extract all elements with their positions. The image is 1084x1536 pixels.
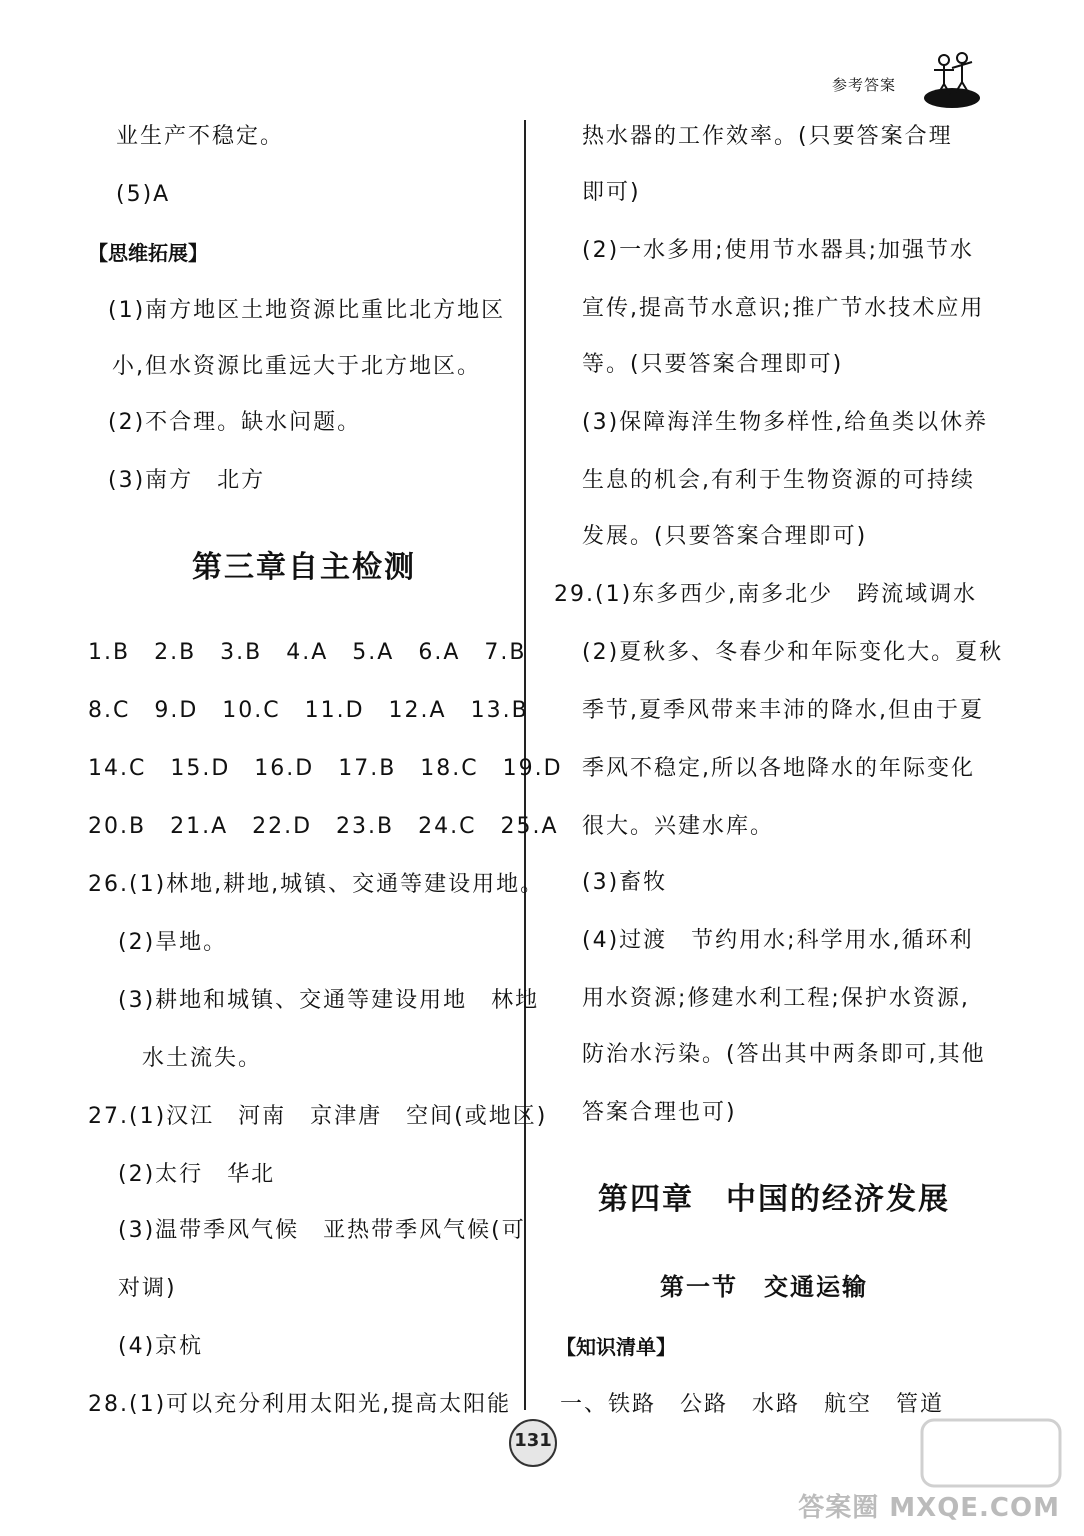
answer-line: 用水资源;修建水利工程;保护水资源, xyxy=(582,986,970,1011)
answer-line: 27.(1)汉江 河南 京津唐 空间(或地区) xyxy=(88,1104,548,1129)
answer-line: 防治水污染。(答出其中两条即可,其他 xyxy=(582,1042,986,1067)
answer-line: 28.(1)可以充分利用太阳光,提高太阳能 xyxy=(88,1392,512,1417)
answer-line: 即可) xyxy=(582,180,641,205)
answer-line: 对调) xyxy=(118,1276,177,1301)
answer-line: 宣传,提高节水意识;推广节水技术应用 xyxy=(582,296,985,321)
chapter3-heading: 第三章自主检测 xyxy=(192,550,416,585)
answer-line: (3)温带季风气候 亚热带季风气候(可 xyxy=(118,1218,526,1243)
header-logo xyxy=(922,48,986,114)
page-number: 131 xyxy=(514,1430,552,1451)
answer-line: (2)不合理。缺水问题。 xyxy=(108,410,362,435)
answer-line: 很大。兴建水库。 xyxy=(582,814,775,839)
answer-line: 等。(只要答案合理即可) xyxy=(582,352,844,377)
answer-line: 1.B 2.B 3.B 4.A 5.A 6.A 7.B xyxy=(88,640,527,665)
header-label: 参考答案 xyxy=(832,76,897,94)
answer-line: 水土流失。 xyxy=(142,1046,263,1071)
answer-line: 季风不稳定,所以各地降水的年际变化 xyxy=(582,756,975,781)
section-subheading: 第一节 交通运输 xyxy=(660,1273,868,1301)
answer-line: 8.C 9.D 10.C 11.D 12.A 13.B xyxy=(88,698,529,723)
section-tag-knowledge: 【知识清单】 xyxy=(556,1335,676,1359)
answer-line: 26.(1)林地,耕地,城镇、交通等建设用地。 xyxy=(88,872,545,897)
answer-line: 14.C 15.D 16.D 17.B 18.C 19.D xyxy=(88,756,563,781)
answer-line: 业生产不稳定。 xyxy=(116,124,285,149)
answer-line: 答案合理也可) xyxy=(582,1100,737,1125)
answer-line: 生息的机会,有利于生物资源的可持续 xyxy=(582,468,975,493)
answer-line: (3)畜牧 xyxy=(582,870,668,895)
answer-line: (2)太行 华北 xyxy=(118,1162,276,1187)
answer-line: 发展。(只要答案合理即可) xyxy=(582,524,868,549)
answer-line: 季节,夏季风带来丰沛的降水,但由于夏 xyxy=(582,698,984,723)
answer-line: (2)夏秋多、冬春少和年际变化大。夏秋 xyxy=(582,640,1004,665)
answer-line: 热水器的工作效率。(只要答案合理 xyxy=(582,124,953,149)
answer-line: (2)旱地。 xyxy=(118,930,228,955)
answer-line: (2)一水多用;使用节水器具;加强节水 xyxy=(582,238,974,263)
answer-line: (1)南方地区土地资源比重比北方地区 xyxy=(108,298,506,323)
answer-line: (3)南方 北方 xyxy=(108,468,266,493)
chapter4-heading: 第四章 中国的经济发展 xyxy=(598,1182,950,1217)
answer-line: (4)过渡 节约用水;科学用水,循环利 xyxy=(582,928,974,953)
answer-line: (4)京杭 xyxy=(118,1334,204,1359)
answer-line: (3)耕地和城镇、交通等建设用地 林地 xyxy=(118,988,540,1013)
answer-line: (5)A xyxy=(116,182,171,207)
answer-line: 20.B 21.A 22.D 23.B 24.C 25.A xyxy=(88,814,559,839)
section-tag-thinking: 【思维拓展】 xyxy=(88,241,208,265)
answer-line: 小,但水资源比重远大于北方地区。 xyxy=(112,354,481,379)
answer-line: (3)保障海洋生物多样性,给鱼类以休养 xyxy=(582,410,989,435)
watermark-text: 答案圈 MXQE.COM xyxy=(798,1493,1060,1523)
answer-line: 29.(1)东多西少,南多北少 跨流域调水 xyxy=(554,582,978,607)
answer-line: 一、铁路 公路 水路 航空 管道 xyxy=(560,1392,945,1417)
